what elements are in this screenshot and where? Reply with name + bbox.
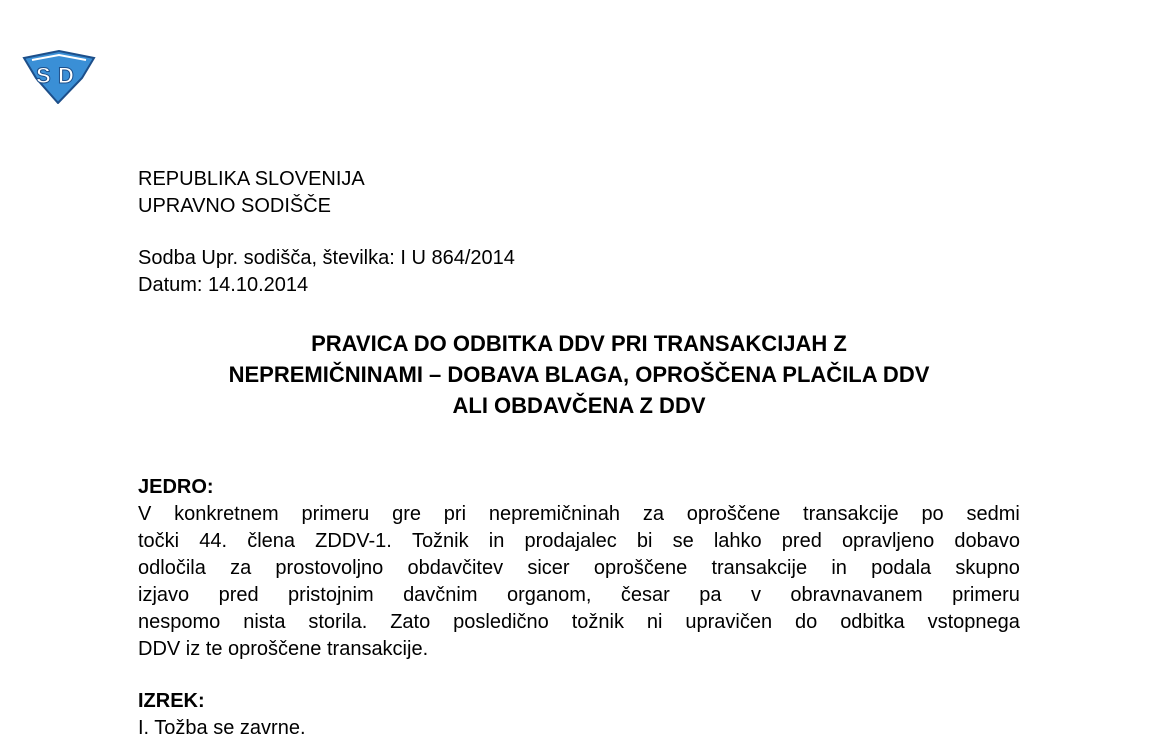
jedro-word: pred bbox=[781, 530, 822, 552]
izrek-text: I. Tožba se zavrne. bbox=[138, 717, 306, 739]
jedro-word: nista bbox=[243, 611, 286, 633]
jedro-word: sicer bbox=[527, 557, 570, 579]
jedro-word: skupno bbox=[955, 557, 1020, 579]
country-name: REPUBLIKA SLOVENIJA bbox=[138, 168, 365, 190]
jedro-line-1 bbox=[138, 501, 1020, 528]
jedro-word: odbitka bbox=[840, 611, 905, 633]
jedro-word: nepremičninah bbox=[488, 503, 621, 525]
jedro-word: lahko bbox=[713, 530, 762, 552]
jedro-word: tožnik bbox=[571, 611, 624, 633]
jedro-word: upravičen bbox=[685, 611, 773, 633]
jedro-word: posledično bbox=[453, 611, 549, 633]
case-date: Datum: 14.10.2014 bbox=[138, 274, 309, 296]
jedro-word: česar bbox=[620, 584, 670, 606]
jedro-word: V bbox=[138, 503, 152, 525]
document-title bbox=[130, 328, 1028, 421]
jedro-word: Tožnik bbox=[411, 530, 469, 552]
jedro-word: konkretnem bbox=[174, 503, 279, 525]
jedro-word: do bbox=[795, 611, 818, 633]
jedro-word: Zato bbox=[390, 611, 431, 633]
case-info bbox=[138, 245, 515, 299]
jedro-word: ni bbox=[646, 611, 663, 633]
jedro-word: za bbox=[642, 503, 664, 525]
svg-text:S: S bbox=[36, 63, 51, 88]
svg-text:D: D bbox=[58, 63, 74, 88]
jedro-word: za bbox=[230, 557, 252, 579]
jedro-word: pa bbox=[699, 584, 722, 606]
jedro-word: pred bbox=[218, 584, 259, 606]
jedro-paragraph bbox=[138, 501, 1020, 663]
jedro-word: dobavo bbox=[954, 530, 1020, 552]
jedro-word: izjavo bbox=[138, 584, 190, 606]
jedro-word: se bbox=[672, 530, 694, 552]
jedro-word: prostovoljno bbox=[275, 557, 384, 579]
jedro-word: člena bbox=[247, 530, 295, 552]
jedro-word: in bbox=[488, 530, 505, 552]
court-logo-icon bbox=[22, 50, 96, 104]
jedro-word: pristojnim bbox=[288, 584, 374, 606]
jedro-word: 44. bbox=[199, 530, 228, 552]
jedro-word: točki bbox=[138, 530, 180, 552]
jedro-word: gre bbox=[392, 503, 421, 525]
court-name: UPRAVNO SODIŠČE bbox=[138, 195, 331, 217]
jedro-word: transakcije bbox=[803, 503, 899, 525]
jedro-word: podala bbox=[871, 557, 932, 579]
jedro-word: v bbox=[750, 584, 761, 606]
jedro-word: storila. bbox=[308, 611, 368, 633]
jedro-word: primeru bbox=[301, 503, 370, 525]
jedro-word: ZDDV-1. bbox=[315, 530, 392, 552]
jedro-word: oproščene bbox=[686, 503, 781, 525]
jedro-word: pri bbox=[443, 503, 467, 525]
jedro-word: odločila bbox=[138, 557, 206, 579]
jedro-heading: JEDRO: bbox=[138, 476, 214, 498]
title-line-3: ALI OBDAVČENA Z DDV bbox=[452, 393, 706, 418]
jedro-line-3 bbox=[138, 555, 1020, 582]
jedro-word: transakcije bbox=[711, 557, 808, 579]
izrek-heading: IZREK: bbox=[138, 690, 205, 712]
court-header bbox=[138, 166, 365, 220]
jedro-word: obdavčitev bbox=[407, 557, 504, 579]
jedro-word: primeru bbox=[952, 584, 1020, 606]
jedro-line-4 bbox=[138, 582, 1020, 609]
jedro-word: oproščene bbox=[593, 557, 688, 579]
jedro-word: sedmi bbox=[966, 503, 1020, 525]
jedro-line-2 bbox=[138, 528, 1020, 555]
jedro-word: davčnim bbox=[403, 584, 478, 606]
jedro-line-5 bbox=[138, 609, 1020, 636]
jedro-word: po bbox=[921, 503, 944, 525]
jedro-word: bi bbox=[636, 530, 653, 552]
jedro-line-6: DDV iz te oproščene transakcije. bbox=[138, 638, 429, 660]
case-number: Sodba Upr. sodišča, številka: I U 864/2014 bbox=[138, 247, 515, 269]
jedro-word: opravljeno bbox=[841, 530, 935, 552]
jedro-word: obravnavanem bbox=[790, 584, 923, 606]
title-line-2: NEPREMIČNINAMI – DOBAVA BLAGA, OPROŠČENA PLAČILA DDV bbox=[228, 362, 930, 387]
jedro-word: nespomo bbox=[138, 611, 221, 633]
jedro-word: prodajalec bbox=[524, 530, 617, 552]
title-line-1: PRAVICA DO ODBITKA DDV PRI TRANSAKCIJAH Z bbox=[311, 331, 847, 356]
jedro-word: organom, bbox=[506, 584, 592, 606]
jedro-word: in bbox=[831, 557, 847, 579]
jedro-word: vstopnega bbox=[927, 611, 1020, 633]
